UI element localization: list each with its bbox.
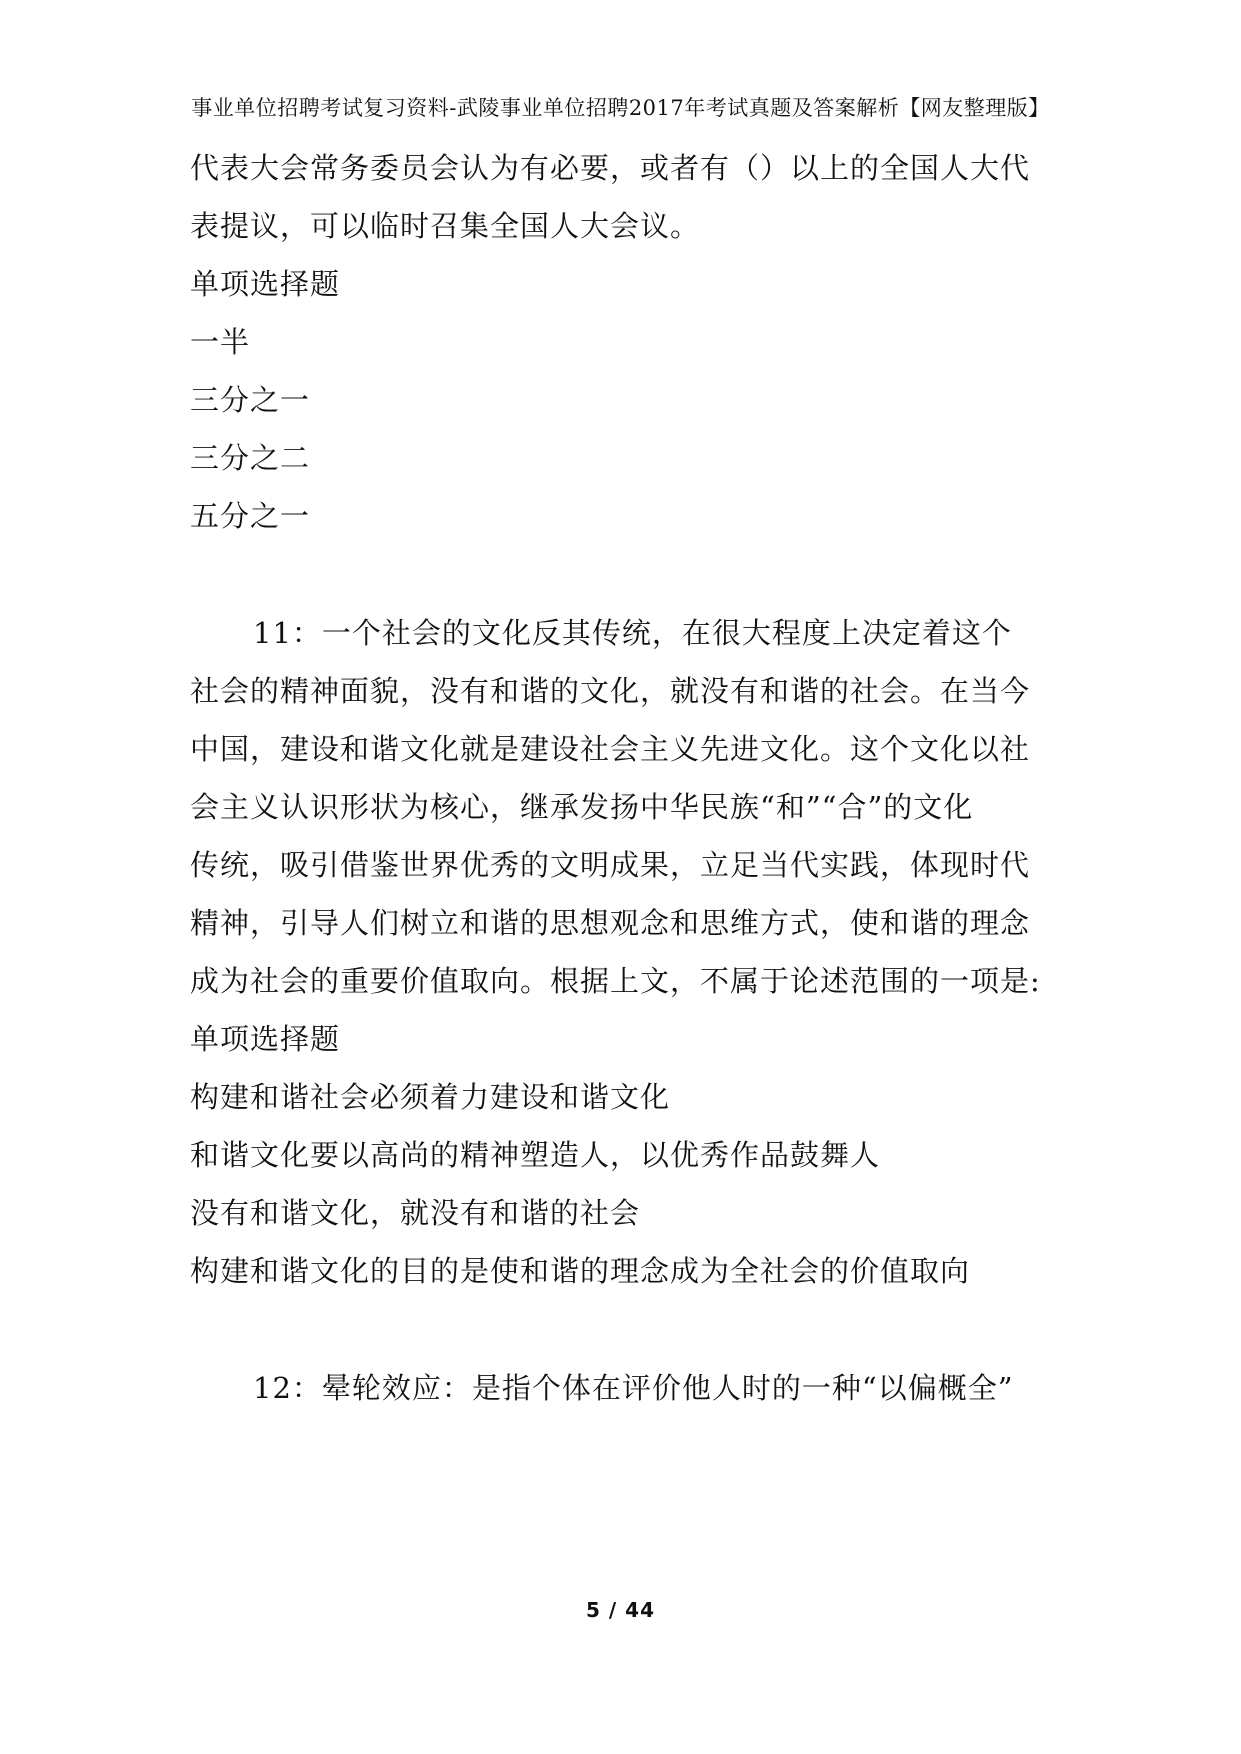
question-11-option: 构建和谐社会必须着力建设和谐文化	[190, 1080, 671, 1114]
question-11-stem-line: 精神，引导人们树立和谐的思想观念和思维方式，使和谐的理念	[190, 906, 1031, 940]
question-10-type: 单项选择题	[190, 267, 341, 301]
question-11-stem-line: 传统，吸引借鉴世界优秀的文明成果，立足当代实践，体现时代	[190, 848, 1031, 882]
question-11-option: 没有和谐文化，就没有和谐的社会	[190, 1196, 641, 1230]
question-11-stem-line: 会主义认识形状为核心，继承发扬中华民族“和”“合”的文化	[190, 790, 974, 824]
question-10-stem-line: 表提议，可以临时召集全国人大会议。	[190, 209, 701, 243]
question-11-option: 和谐文化要以高尚的精神塑造人，以优秀作品鼓舞人	[190, 1138, 881, 1172]
page-header: 事业单位招聘考试复习资料-武陵事业单位招聘2017年考试真题及答案解析【网友整理版】	[191, 96, 1050, 120]
question-11-type: 单项选择题	[190, 1022, 341, 1056]
question-10-option: 五分之一	[190, 499, 311, 533]
question-10-option: 三分之一	[190, 383, 311, 417]
question-11-stem-line: 成为社会的重要价值取向。根据上文，不属于论述范围的一项是:	[190, 964, 1041, 998]
question-12-stem-line: 12：晕轮效应：是指个体在评价他人时的一种“以偏概全”	[253, 1371, 1014, 1405]
question-11-stem-line: 中国，建设和谐文化就是建设社会主义先进文化。这个文化以社	[190, 732, 1031, 766]
question-10-option: 三分之二	[190, 441, 311, 475]
question-10-option: 一半	[190, 325, 251, 359]
question-11-stem-line: 11：一个社会的文化反其传统，在很大程度上决定着这个	[253, 616, 1012, 650]
question-10-stem-line: 代表大会常务委员会认为有必要，或者有（）以上的全国人大代	[190, 151, 1031, 185]
question-11-stem-line: 社会的精神面貌，没有和谐的文化，就没有和谐的社会。在当今	[190, 674, 1031, 708]
question-11-option: 构建和谐文化的目的是使和谐的理念成为全社会的价值取向	[190, 1254, 971, 1288]
page-number: 5 / 44	[586, 1598, 655, 1622]
